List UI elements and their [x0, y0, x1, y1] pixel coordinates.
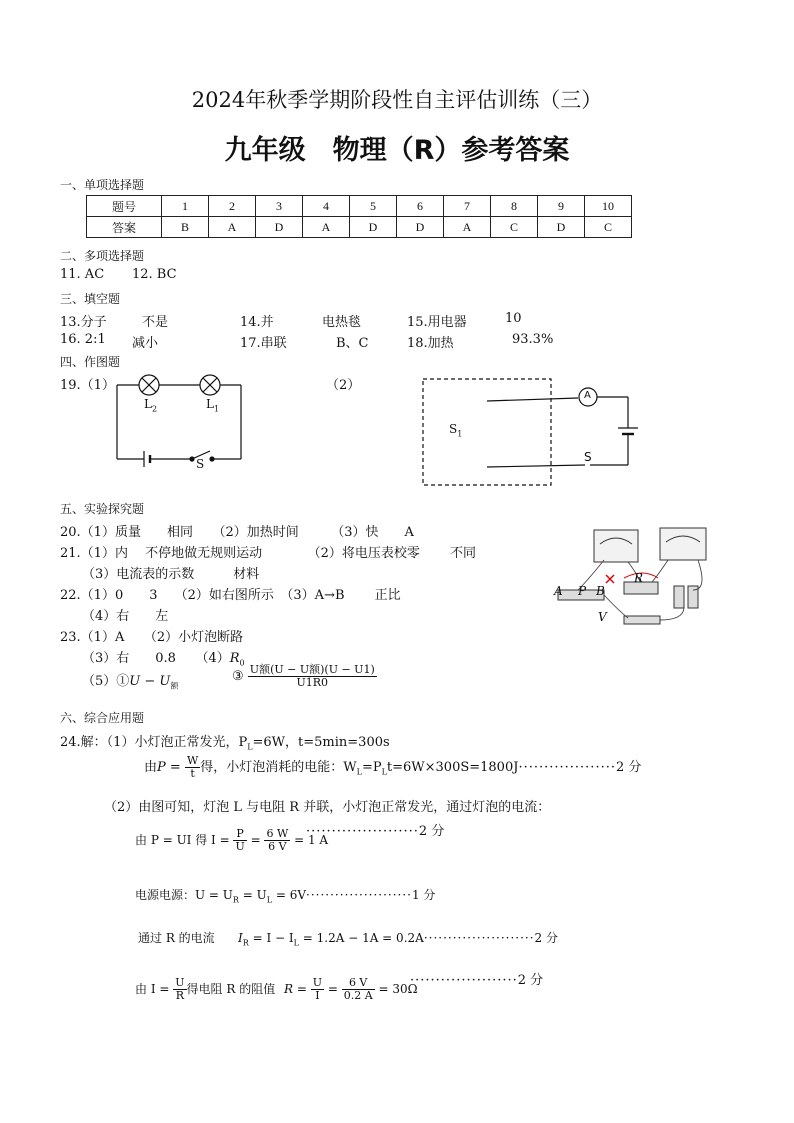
answer-q24-line4-score: ······················2 分 [306, 824, 445, 839]
question-number-cell: 7 [444, 196, 491, 217]
answer-cell: D [538, 217, 585, 238]
answer-q18-a: 18.加热 [407, 336, 454, 351]
fraction: $\frac{6 W}{6 V}$ [266, 827, 289, 853]
answer-q22-line2: （4）右 左 [82, 609, 169, 624]
answer-q14-b: 电热毯 [322, 315, 362, 330]
answer-q21-line1: 21.（1）内 不停地做无规则运动 （2）将电压表校零 不同 [60, 546, 476, 561]
question-number-cell: 8 [491, 196, 538, 217]
answer-q17-b: B、C [336, 336, 369, 351]
answer-q24-line7: 由 I = $\frac{U}{R}$ 得电阻 R 的阻值 [135, 976, 276, 1002]
fraction: $\frac{P}{U}$ [235, 827, 245, 853]
section-heading-drawing: 四、作图题 [60, 355, 121, 369]
answer-q23-line3: （5）①U − $U_额$ [82, 674, 179, 691]
lamp-label-l1: $L_1$ [206, 397, 220, 414]
answer-cell: C [585, 217, 632, 238]
answer-cell: D [397, 217, 444, 238]
page-subtitle: 九年级 物理（R）参考答案 [224, 135, 570, 166]
answer-q13-b: 不是 [142, 315, 169, 330]
fraction: $\frac{6 V}{0.2 A}$ [343, 976, 373, 1002]
page-title: 2024年秋季学期阶段性自主评估训练（三） [191, 88, 603, 112]
answer-q23-line2: （3）右 0.8 $(4)R_0$ [82, 651, 245, 668]
answer-cell: A [209, 217, 256, 238]
answer-q24-line5: 电源电源：$U = U_R = U_L = 6V\cdot\cdot\cdot\cdot\cdot\cdot\cdot\cdot\cdot\cdot\cdot\cdot\cdot\cdot\cdot\cdot\cdot\cdot\cdot\cdot\cdot\cdot 1$ 分 [135, 888, 436, 905]
answer-q13-a: 13.分子 [60, 315, 107, 330]
photo-label-v: V [598, 610, 607, 624]
answer-q12: 12. BC [132, 267, 177, 282]
question-number-cell: 2 [209, 196, 256, 217]
experiment-apparatus-illustration [548, 520, 718, 640]
ammeter-label: A [584, 390, 591, 401]
answer-q24-line3: （2）由图可知，灯泡 L 与电阻 R 并联，小灯泡正常发光，通过灯泡的电流： [104, 800, 551, 815]
answer-table [86, 195, 632, 238]
section-heading-multi-choice: 二、多项选择题 [60, 249, 145, 263]
answer-q24-line6-expr: $I_R = I - I_L = 1.2A - 1A = 0.2A\cdot\cdot\cdot\cdot\cdot\cdot\cdot\cdot\cdot\cdot\cdot\cdot\cdot\cdot\cdot\cdot\cdot\cdot\cdot\cdot\cdot\cdot\cdot 2$ 分 [238, 931, 558, 948]
answer-q11: 11. AC [60, 267, 105, 282]
section-heading-experiment: 五、实验探究题 [60, 502, 145, 516]
answer-cell: A [444, 217, 491, 238]
photo-label-p: P [578, 584, 587, 598]
battery-device [674, 586, 684, 608]
answer-q16-b: 减小 [132, 336, 159, 351]
circuit-diagram-series [110, 370, 250, 470]
answer-cell: B [162, 217, 209, 238]
answer-q24-line6: 通过 R 的电流 [138, 931, 215, 945]
question-number-cell: 1 [162, 196, 209, 217]
dashed-box [423, 379, 551, 485]
answer-q19-2-label: （2） [326, 378, 361, 393]
answer-q20: 20.（1）质量 相同 （2）加热时间 （3）快 A [60, 525, 414, 540]
question-number-cell: 6 [397, 196, 444, 217]
fraction: $\frac{\text{U额(U − U额)(U − U1)}}{U1R0}$ [249, 663, 375, 689]
answer-cell: A [303, 217, 350, 238]
switch-label-s: S [196, 457, 205, 471]
photo-label-a: A [554, 584, 563, 598]
switch-device [624, 616, 660, 624]
section-heading-application: 六、综合应用题 [60, 711, 145, 725]
question-number-cell: 3 [256, 196, 303, 217]
box-label-s1: $S_1$ [449, 422, 463, 439]
answer-q24-line7-score: ·····················2 分 [410, 973, 544, 988]
fraction: $\frac{W}{t}$ [186, 754, 199, 780]
question-number-cell: 10 [585, 196, 632, 217]
answer-q21-line2: （3）电流表的示数 材料 [82, 567, 260, 582]
answer-q24-line2: 由P = $\frac{W}{t}$ 得，小灯泡消耗的电能：$W_L=P_Lt=6W\times 300S=1800J\cdot\cdot\cdot\cdot\cdot\cdot\cdot\cdot\cdot\cdot\cdot\cdot\cdot\cdot\cdot\cdot\cdot\cdot\cdot 2$ 分 [144, 754, 642, 780]
section-heading-single-choice: 一、单项选择题 [60, 178, 145, 192]
answer-cell: C [491, 217, 538, 238]
fraction: $\frac{U}{I}$ [312, 976, 323, 1002]
answer-q19-1-label: 19.（1） [60, 378, 115, 393]
answer-cell: D [350, 217, 397, 238]
answer-q23-line1: 23.（1）A （2）小灯泡断路 [60, 630, 244, 645]
answer-q15-a: 15.用电器 [407, 315, 467, 330]
answer-q15-b: 10 [505, 311, 522, 326]
question-number-cell: 9 [538, 196, 585, 217]
answer-q17-a: 17.串联 [240, 336, 287, 351]
question-number-cell: 5 [350, 196, 397, 217]
section-heading-fill-blank: 三、填空题 [60, 292, 121, 306]
answer-q23-formula: ③ $\frac{\text{U额(U − U额)(U − U1)}}{U1R0}$ [232, 663, 375, 689]
answer-q24-line1: 24.解：（1）小灯泡正常发光，$P_L=6W$，t=5min=300s [60, 735, 390, 752]
answer-q24-line7-expr: R = $\frac{U}{I}$ = $\frac{6 V}{0.2 A}$ = 30Ω [284, 976, 418, 1002]
lamp-label-l2: $L_2$ [144, 397, 158, 414]
answer-q24-line4: 由 P = UI 得 I = $\frac{P}{U}$ = $\frac{6 W}{6 V}$ = 1 A [135, 827, 329, 853]
photo-label-b: B [596, 584, 605, 598]
table-header-cell: 题号 [87, 196, 162, 217]
answer-q16-a: 16. 2:1 [60, 332, 106, 347]
answer-q18-b: 93.3% [512, 332, 554, 347]
ammeter-device [594, 530, 638, 562]
answer-q22-line1: 22.（1）0 3 （2）如右图所示 （3）A→B 正比 [60, 588, 401, 603]
fraction: $\frac{U}{R}$ [175, 976, 185, 1002]
answer-q14-a: 14.并 [240, 315, 274, 330]
question-number-cell: 4 [303, 196, 350, 217]
answer-cell: D [256, 217, 303, 238]
table-header-cell: 答案 [87, 217, 162, 238]
photo-label-r: R [634, 571, 644, 585]
switch-icon [487, 465, 585, 467]
table-row [87, 217, 632, 238]
switch-label-s2: S [584, 450, 592, 464]
voltmeter-device [660, 528, 706, 560]
table-row [87, 196, 632, 217]
